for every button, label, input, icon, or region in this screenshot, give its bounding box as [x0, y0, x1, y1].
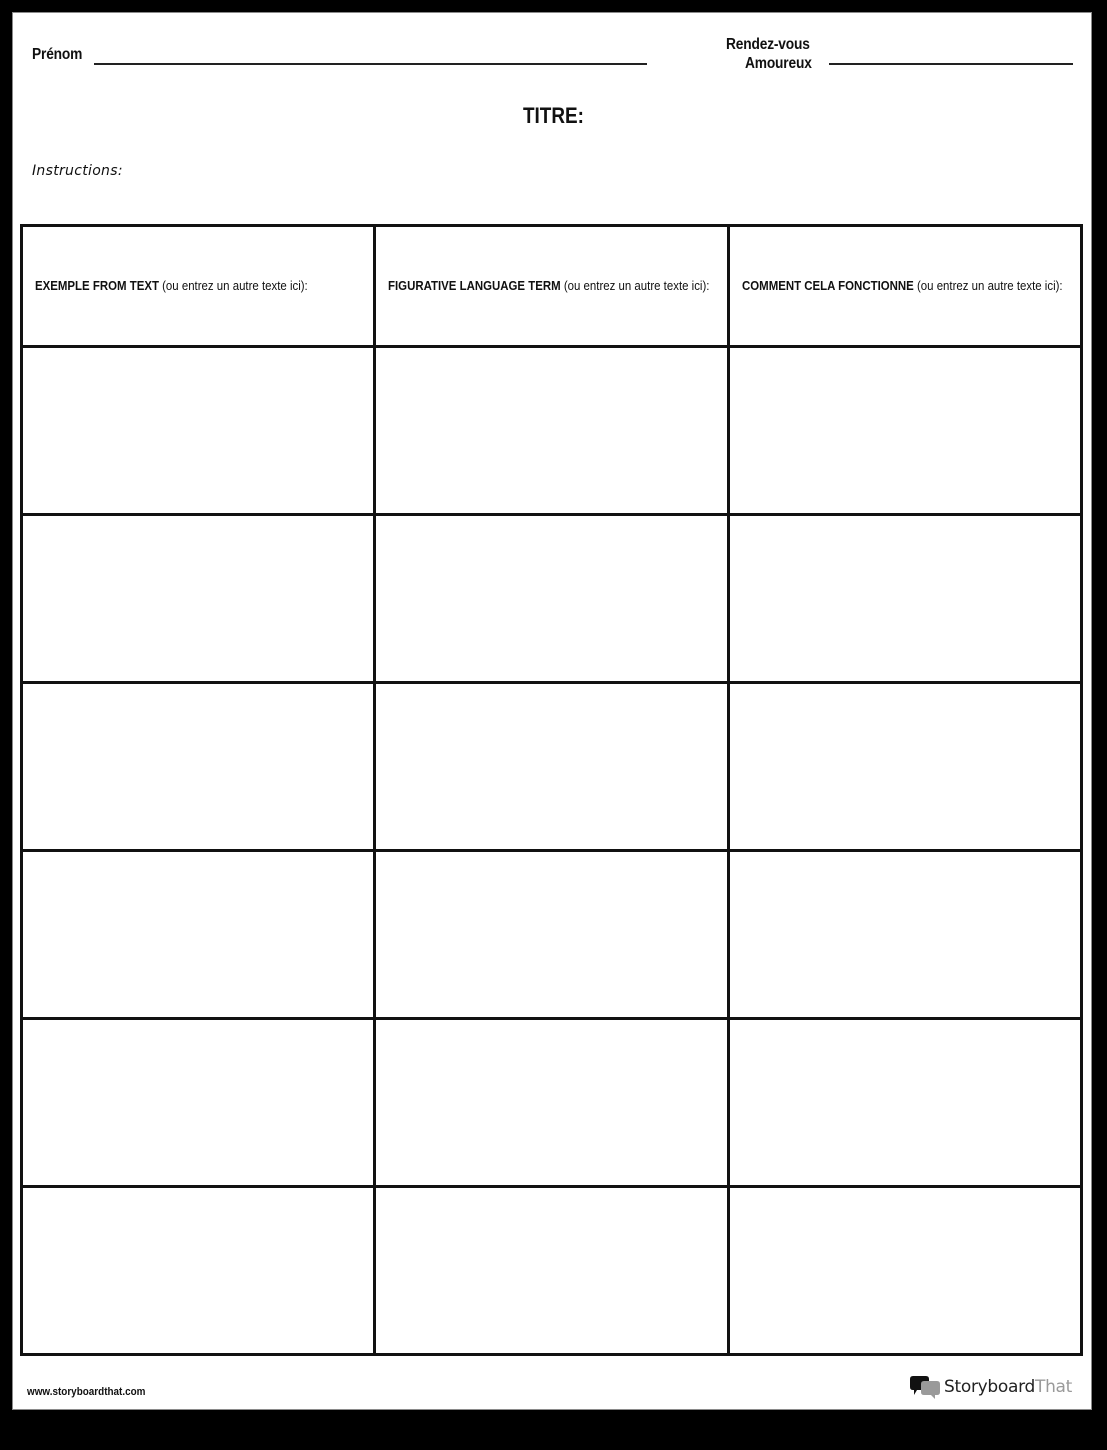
table-cell[interactable] [728, 683, 1081, 851]
table-row [22, 851, 1082, 1019]
table-cell[interactable] [728, 347, 1081, 515]
table-cell[interactable] [728, 1019, 1081, 1187]
worksheet-page [12, 12, 1092, 1410]
page-title [13, 103, 1093, 129]
table-row [22, 1019, 1082, 1187]
table-cell[interactable] [22, 683, 375, 851]
header-cell-example[interactable] [22, 226, 375, 347]
name-label: Prénom [32, 46, 83, 63]
speech-bubbles-icon [909, 1375, 941, 1399]
table-cell[interactable] [22, 1187, 375, 1355]
logo-text-that: That [1035, 1377, 1073, 1397]
storyboardthat-logo[interactable] [909, 1375, 1072, 1399]
header-normal: (ou entrez un autre texte ici): [158, 278, 308, 293]
footer-url[interactable]: www.storyboardthat.com [27, 1386, 146, 1398]
header-normal: (ou entrez un autre texte ici): [913, 278, 1063, 293]
name-field-line[interactable] [94, 63, 647, 65]
date-field-line[interactable] [829, 63, 1073, 65]
table-header-row [22, 226, 1082, 347]
table-row [22, 683, 1082, 851]
header-bold: FIGURATIVE LANGUAGE TERM [388, 278, 561, 293]
table-cell[interactable] [22, 347, 375, 515]
header-bold: EXEMPLE FROM TEXT [35, 278, 159, 293]
table-cell[interactable] [728, 851, 1081, 1019]
table-cell[interactable] [22, 515, 375, 683]
table-cell[interactable] [375, 347, 728, 515]
table-cell[interactable] [375, 851, 728, 1019]
table-row [22, 347, 1082, 515]
table-cell[interactable] [375, 515, 728, 683]
table-row [22, 1187, 1082, 1355]
table-row [22, 515, 1082, 683]
table-cell[interactable] [375, 683, 728, 851]
header-bold: COMMENT CELA FONCTIONNE [741, 278, 914, 293]
header-normal: (ou entrez un autre texte ici): [560, 278, 710, 293]
logo-text-storyboard: Storyboard [944, 1377, 1035, 1397]
figurative-language-table [20, 224, 1083, 1356]
header-cell-how-it-works[interactable] [728, 226, 1081, 347]
title-text: TITRE: [522, 103, 584, 128]
header-cell-term[interactable] [375, 226, 728, 347]
table-cell[interactable] [728, 1187, 1081, 1355]
date-label-line2: Amoureux [745, 55, 812, 72]
table-cell[interactable] [728, 515, 1081, 683]
table-cell[interactable] [375, 1187, 728, 1355]
table-cell[interactable] [22, 851, 375, 1019]
logo-text [944, 1377, 1072, 1397]
table-cell[interactable] [375, 1019, 728, 1187]
instructions-label: Instructions: [32, 163, 123, 179]
date-label-line1: Rendez-vous [726, 36, 810, 53]
table-cell[interactable] [22, 1019, 375, 1187]
